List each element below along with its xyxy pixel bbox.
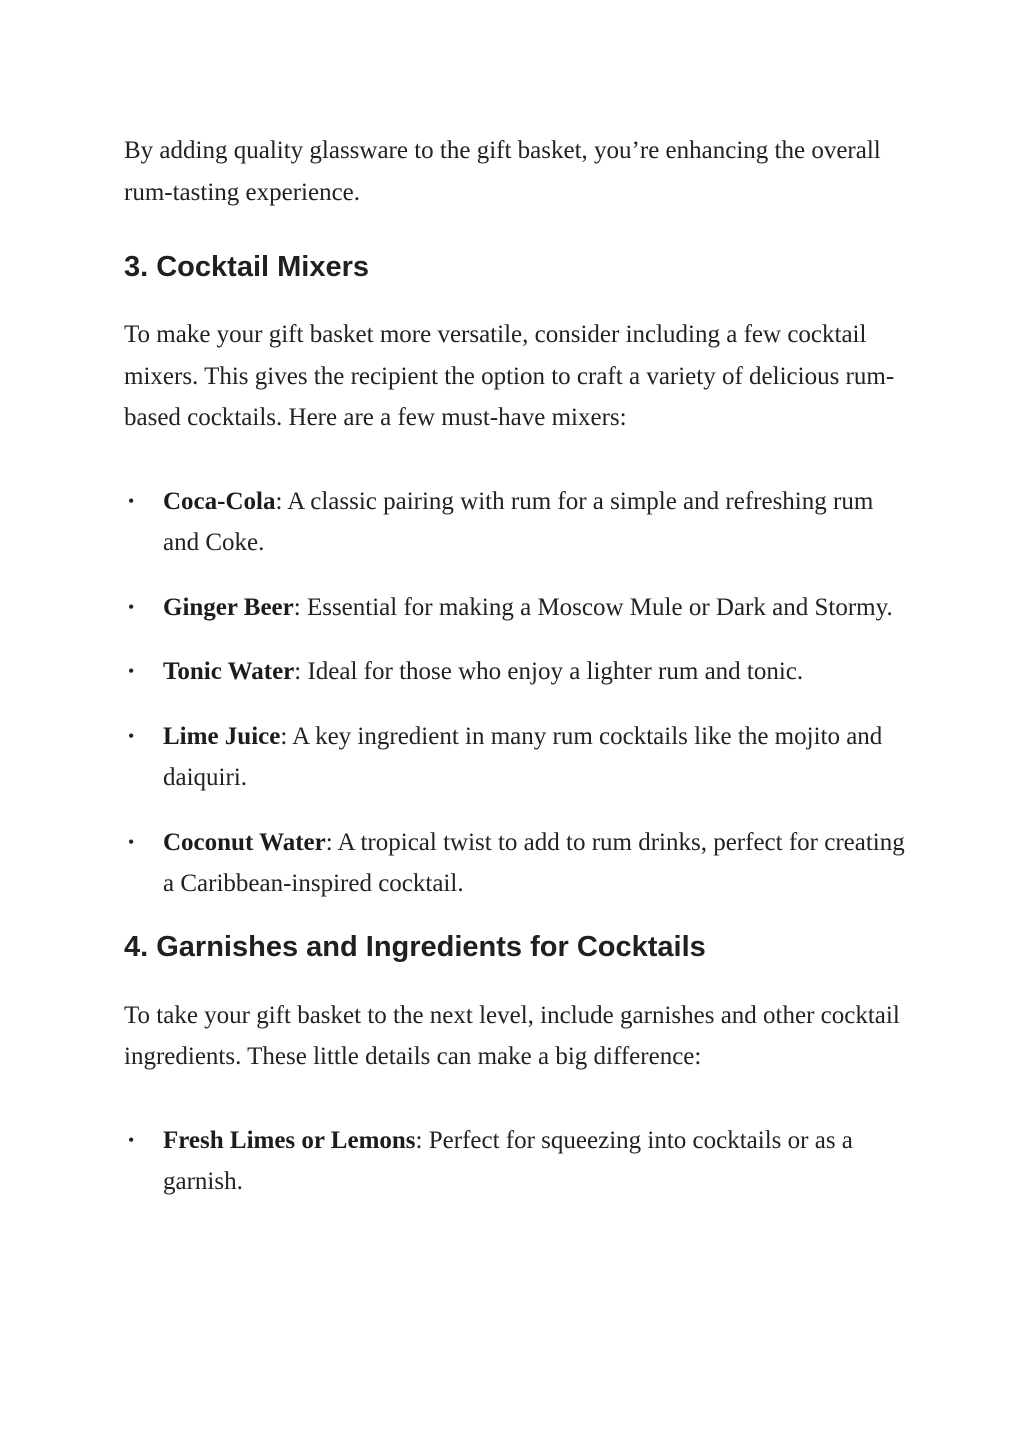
- item-term: Coconut Water: [163, 828, 326, 856]
- item-description: : Perfect for squeezing into cocktails or as a garnish.: [163, 1126, 853, 1195]
- item-term: Coca-Cola: [163, 487, 276, 515]
- item-description: : Essential for making a Moscow Mule or Dark and Stormy.: [293, 593, 893, 621]
- bullet-icon: •: [128, 831, 135, 852]
- section-3-heading: 3. Cocktail Mixers: [124, 251, 369, 283]
- list-item-coca-cola: [124, 481, 914, 564]
- item-description: : A classic pairing with rum for a simple and refreshing rum and Coke.: [163, 487, 874, 556]
- item-term: Tonic Water: [163, 658, 295, 685]
- list-item-tonic-water: [124, 651, 914, 693]
- document-page: [124, 130, 914, 1203]
- bullet-icon: •: [128, 661, 135, 681]
- list-item-ginger-beer: [124, 587, 914, 629]
- section-3-paragraph: To make your gift basket more versatile, consider including a few cocktail mixers. This gives the recipient the option to craft a variety of delicious rum-based cocktails. Here are a few must-have mixers:: [124, 321, 895, 431]
- bullet-icon: •: [128, 490, 135, 511]
- item-term: Ginger Beer: [163, 593, 294, 621]
- section-4-paragraph: To take your gift basket to the next level, include garnishes and other cocktail ingredients. These little details can make a big difference:: [124, 1001, 900, 1070]
- item-term: Lime Juice: [163, 722, 281, 750]
- section-4-heading: 4. Garnishes and Ingredients for Cocktails: [124, 930, 706, 963]
- bullet-icon: •: [128, 725, 135, 746]
- item-description: : A tropical twist to add to rum drinks, perfect for creating a Caribbean-inspired cocktail.: [163, 828, 905, 897]
- list-item-lime-juice: [124, 716, 914, 799]
- item-term: Fresh Limes or Lemons: [163, 1126, 416, 1154]
- garnishes-list: [124, 1120, 914, 1203]
- intro-paragraph: By adding quality glassware to the gift basket, you’re enhancing the overall rum-tasting experience.: [124, 137, 881, 206]
- item-description: : A key ingredient in many rum cocktails like the mojito and daiquiri.: [163, 722, 883, 791]
- list-item-coconut-water: [124, 822, 914, 905]
- mixers-list: [124, 481, 914, 905]
- bullet-icon: •: [128, 596, 135, 617]
- item-description: : Ideal for those who enjoy a lighter rum and tonic.: [294, 658, 804, 685]
- bullet-icon: •: [128, 1129, 135, 1150]
- list-item-fresh-limes: [124, 1120, 914, 1203]
